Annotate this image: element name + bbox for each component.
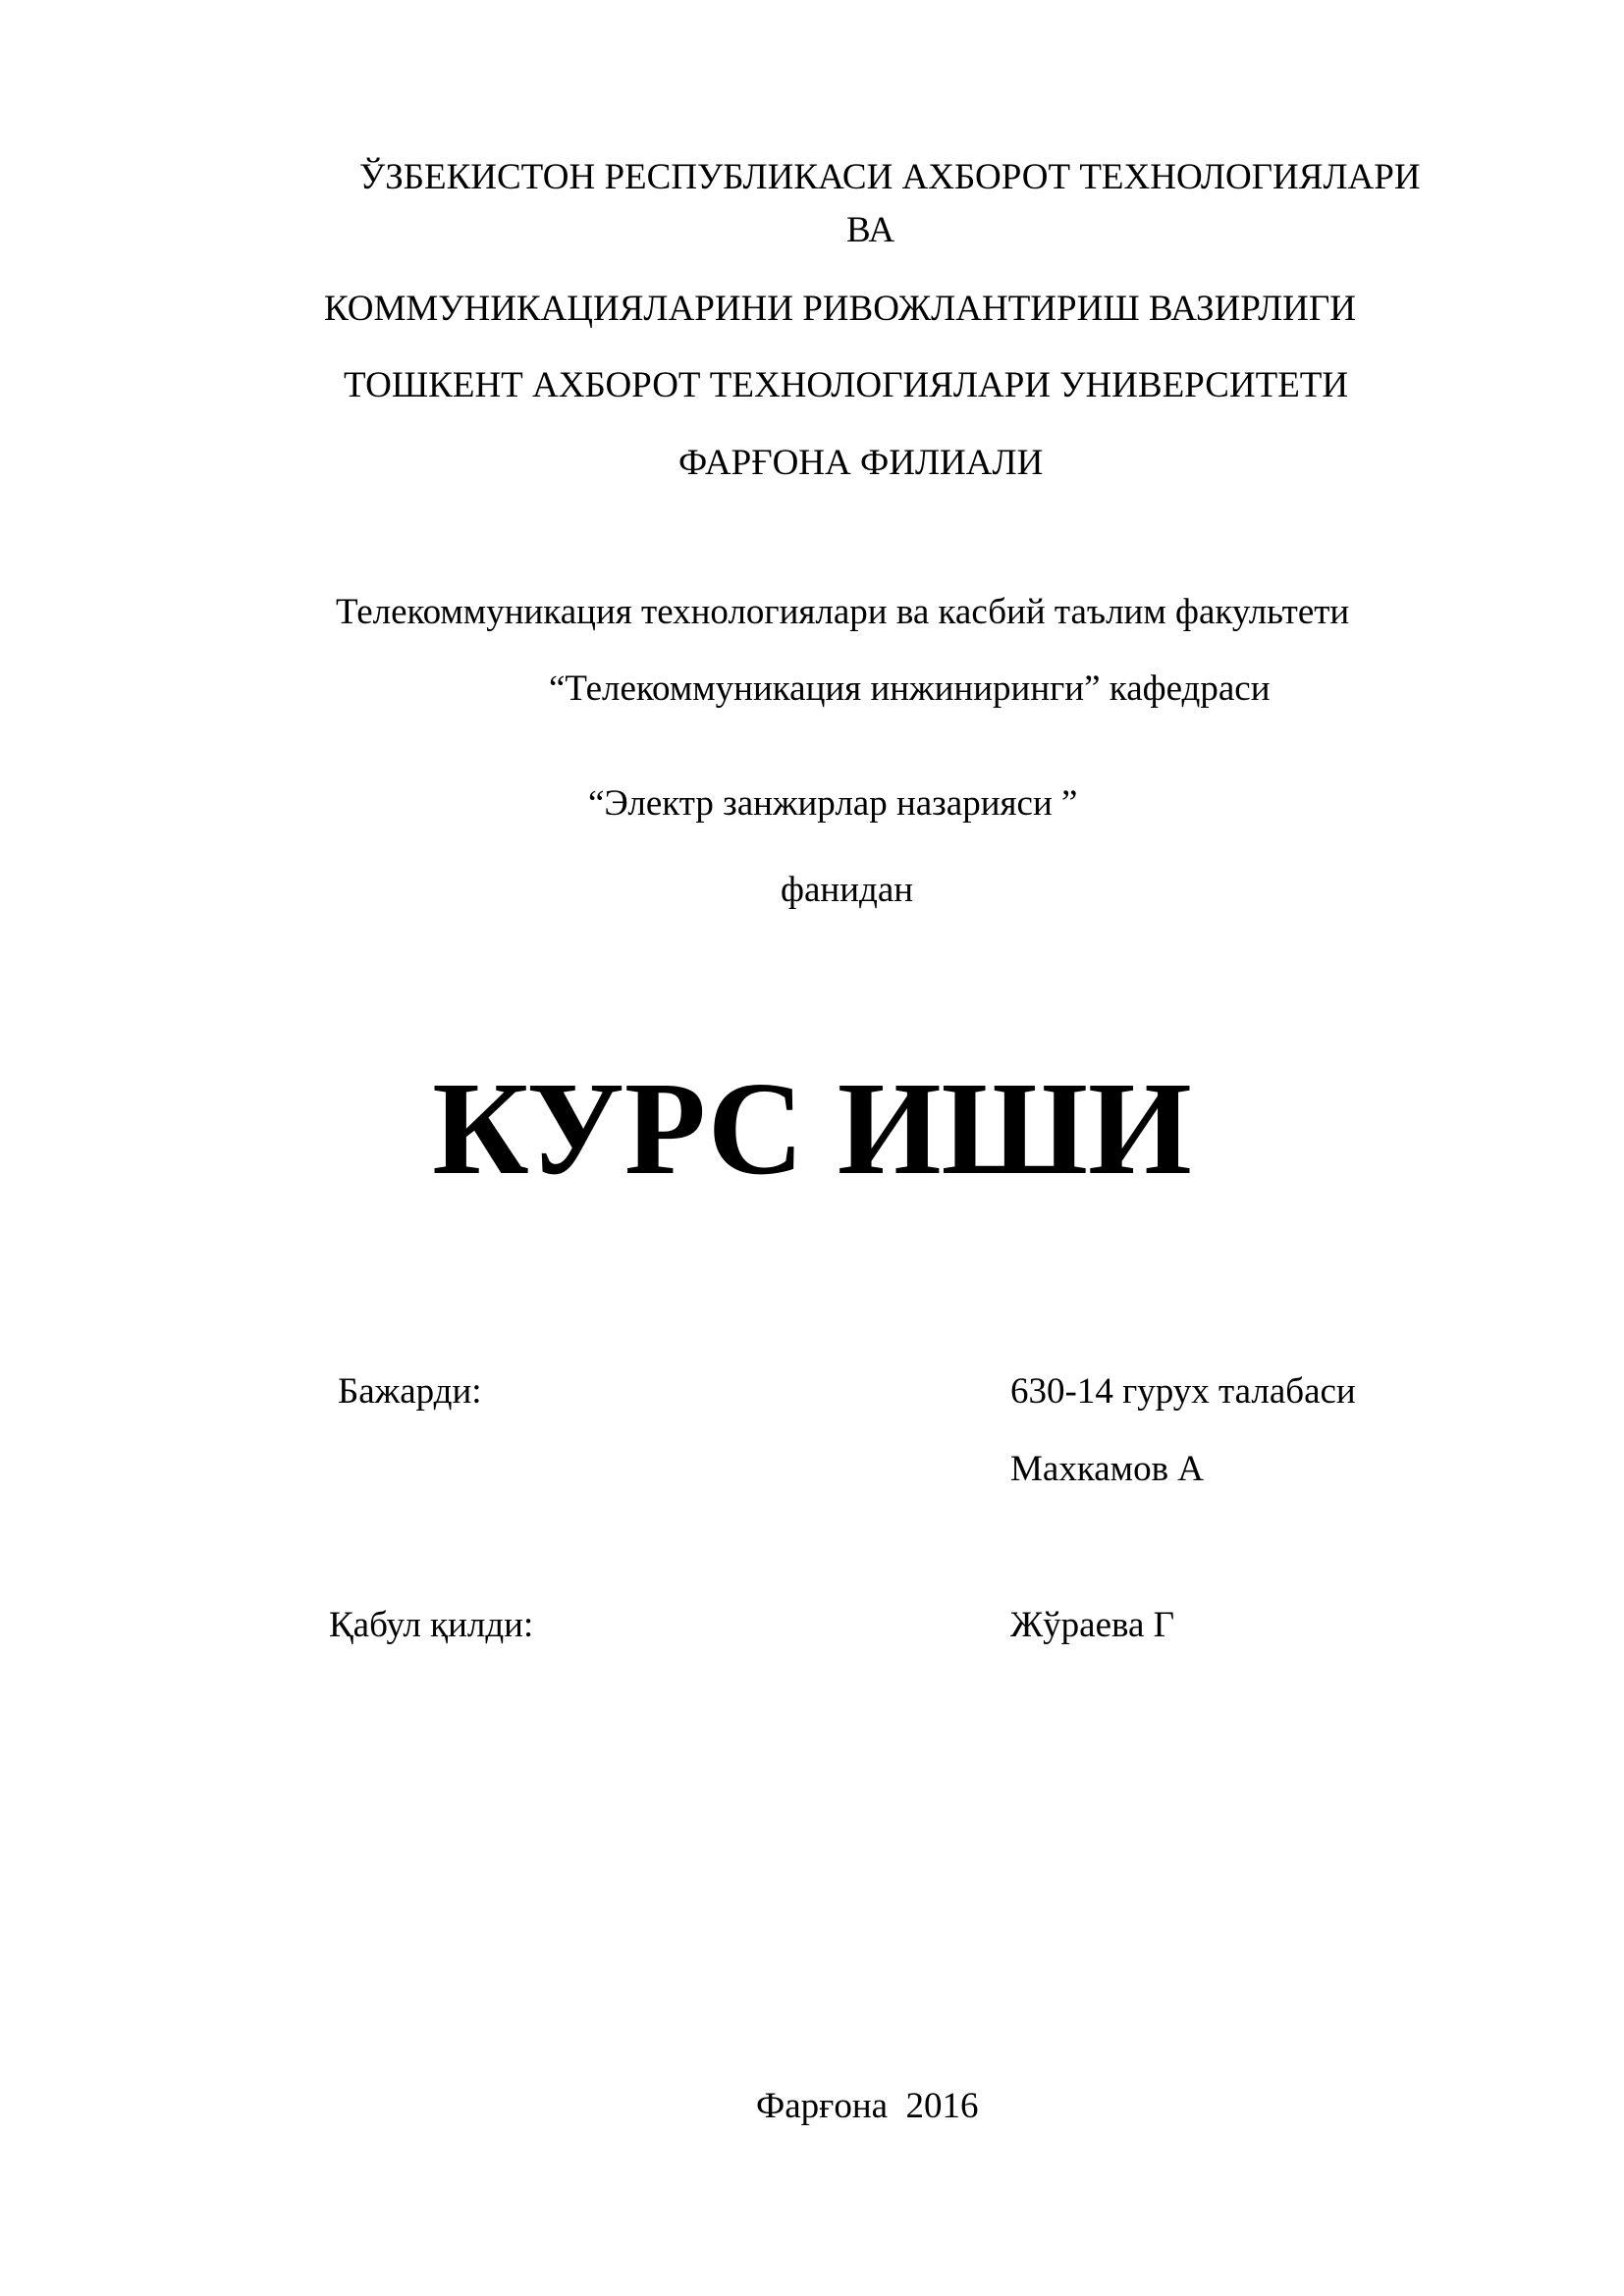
city-year: Фарғона 2016 <box>756 2086 979 2126</box>
faculty-name: Телекоммуникация технологиялари ва касбий таълим факультети <box>336 592 1350 632</box>
accepted-label: Қабул қилди: <box>329 1605 534 1645</box>
university-name: ТОШКЕНТ АХБОРОТ ТЕХНОЛОГИЯЛАРИ УНИВЕРСИТЕТИ <box>344 365 1349 405</box>
student-name: Махкамов А <box>1010 1449 1205 1489</box>
performed-label: Бажарди: <box>338 1371 482 1412</box>
student-group: 630-14 гурух талабаси <box>1010 1371 1356 1412</box>
subject-suffix: фанидан <box>781 870 914 910</box>
subject-name: “Электр занжирлар назарияси ” <box>588 783 1078 824</box>
ministry-line-1: ЎЗБЕКИСТОН РЕСПУБЛИКАСИ АХБОРОТ ТЕХНОЛОГИЯЛАРИ <box>359 157 1421 197</box>
ministry-line-3: КОММУНИКАЦИЯЛАРИНИ РИВОЖЛАНТИРИШ ВАЗИРЛИГИ <box>324 289 1357 329</box>
document-title: КУРС ИШИ <box>432 1055 1192 1202</box>
ministry-line-2: ВА <box>846 210 895 250</box>
branch-name: ФАРҒОНА ФИЛИАЛИ <box>678 443 1044 483</box>
chair-name: “Телекоммуникация инжиниринги” кафедраси <box>549 668 1271 709</box>
teacher-name: Жўраева Г <box>1010 1605 1175 1645</box>
